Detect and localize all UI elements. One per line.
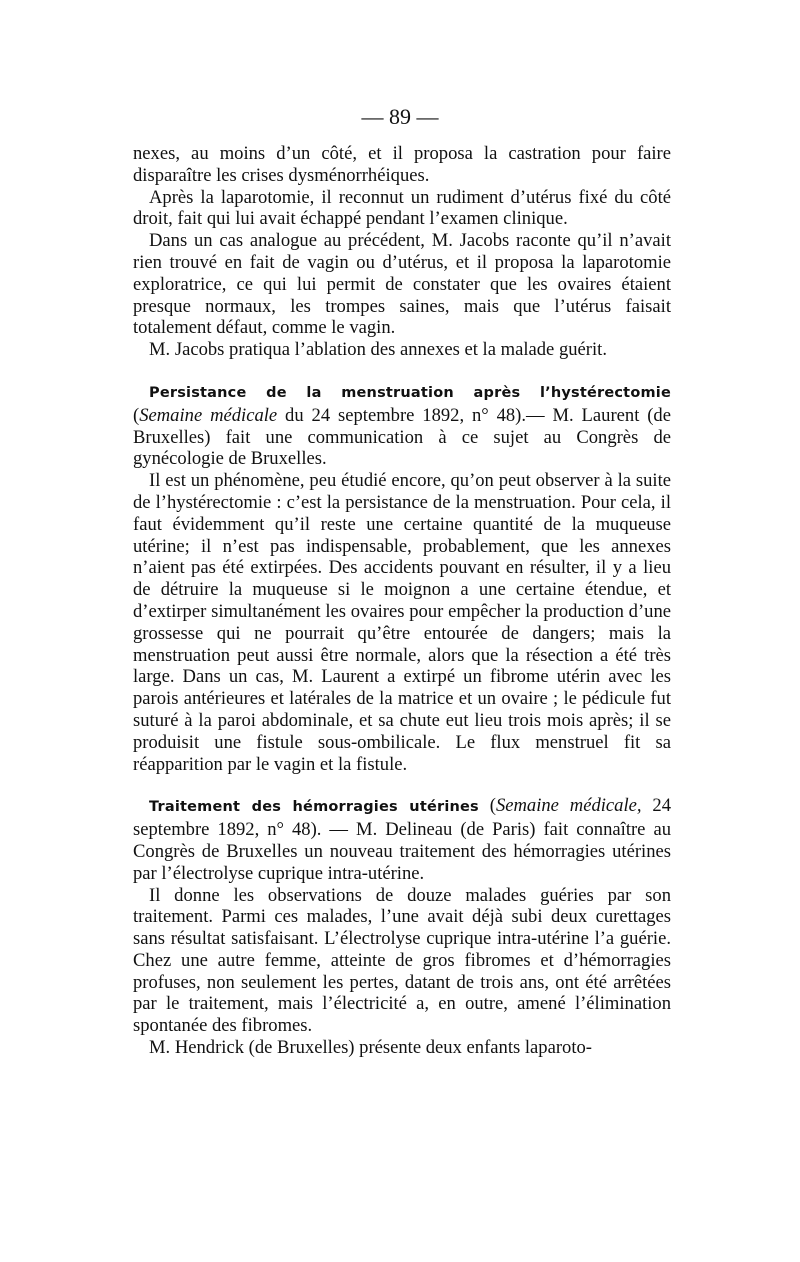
section-title-menstruation: Persistance de la menstruation après l’hystérectomie	[149, 384, 671, 401]
intro-paragraph-4: M. Jacobs pratiqua l’ablation des annexes et la malade guérit.	[149, 339, 607, 361]
page-body	[133, 143, 671, 1059]
section-menstruation-source: du 24 septembre 1892, n° 48).— M. Laurent (de Bruxelles) fait une communication à ce sujet au Congrès de gynécologie de Bruxelles.	[133, 404, 671, 470]
intro-paragraph-3: Dans un cas analogue au précédent, M. Jacobs raconte qu’il n’avait rien trouvé en fait de vagin ou d’utérus, et il proposa la laparotomie exploratrice, ce qui lui permit de constater que les ovaires étaient presque normaux, les trompes saines, mais que l’utérus faisait totalement défaut, comme le vagin.	[133, 230, 671, 339]
section-menstruation-paragraph-1	[133, 381, 671, 470]
section-title-hemorragies: Traitement des hémorragies utérines	[149, 799, 479, 816]
source-open: (	[478, 795, 496, 817]
page-number: — 89 —	[361, 104, 439, 129]
section-hemorragies-paragraph-2: Il donne les observations de douze malades guéries par son traitement. Parmi ces malades, l’une avait déjà subi deux curettages sans résultat satisfaisant. L’électrolyse cuprique intra-utérine l’a guérie. Chez une autre femme, atteinte de gros fibromes et d’hémorragies profuses, non seulement les pertes, datant de trois ans, ont été arrêtées par le traitement, mais l’électricité a, en outre, amené l’élimination spontanée des fibromes.	[133, 884, 671, 1037]
section-menstruation-paragraph-2: Il est un phénomène, peu étudié encore, qu’on peut observer à la suite de l’hystérectomie : c’est la persistance de la menstruation. Pour cela, il faut évidemment qu’il reste une certaine quantité de la muqueuse utérine; il n’est pas indispensable, probablement, que les annexes n’aient pas été extirpées. Des accidents pouvant en résulter, il y a lieu de détruire la muqueuse si le moignon a une certaine étendue, et d’extirper simultanément les ovaires pour empêcher la production d’une grossesse qui ne pourrait qu’être entourée de dangers; mais la menstruation peut aussi être normale, alors que la résection a été très large. Dans un cas, M. Laurent a extirpé un fibrome utérin avec les parois antérieures et latérales de la matrice et un ovaire ; le pédicule fut suturé à la paroi abdominale, et sa chute eut lieu trois mois après; il se produisit une fistule sous-ombilicale. Le flux menstruel fit sa réapparition par le vagin et la fistule.	[133, 470, 671, 775]
section-hemorragies-paragraph-3: M. Hendrick (de Bruxelles) présente deux enfants laparoto-	[149, 1037, 592, 1059]
intro-paragraph-1: nexes, au moins d’un côté, et il proposa la castration pour faire disparaître les crises dysménorrhéiques.	[133, 143, 671, 186]
journal-title: Semaine médicale	[139, 404, 278, 426]
intro-paragraph-2: Après la laparotomie, il reconnut un rudiment d’utérus fixé du côté droit, fait qui lui avait échappé pendant l’examen clinique.	[133, 186, 671, 230]
section-hemorragies-paragraph-1	[133, 795, 671, 884]
source-open: (	[133, 404, 140, 426]
journal-title: Semaine médicale,	[495, 795, 642, 817]
section-hemorragies-source: 24 septembre 1892, n° 48). — M. Delineau (de Paris) fait connaître au Congrès de Bruxelles un nouveau traitement des hémorragies utérines par l’électrolyse cuprique intra-utérine.	[133, 795, 671, 884]
